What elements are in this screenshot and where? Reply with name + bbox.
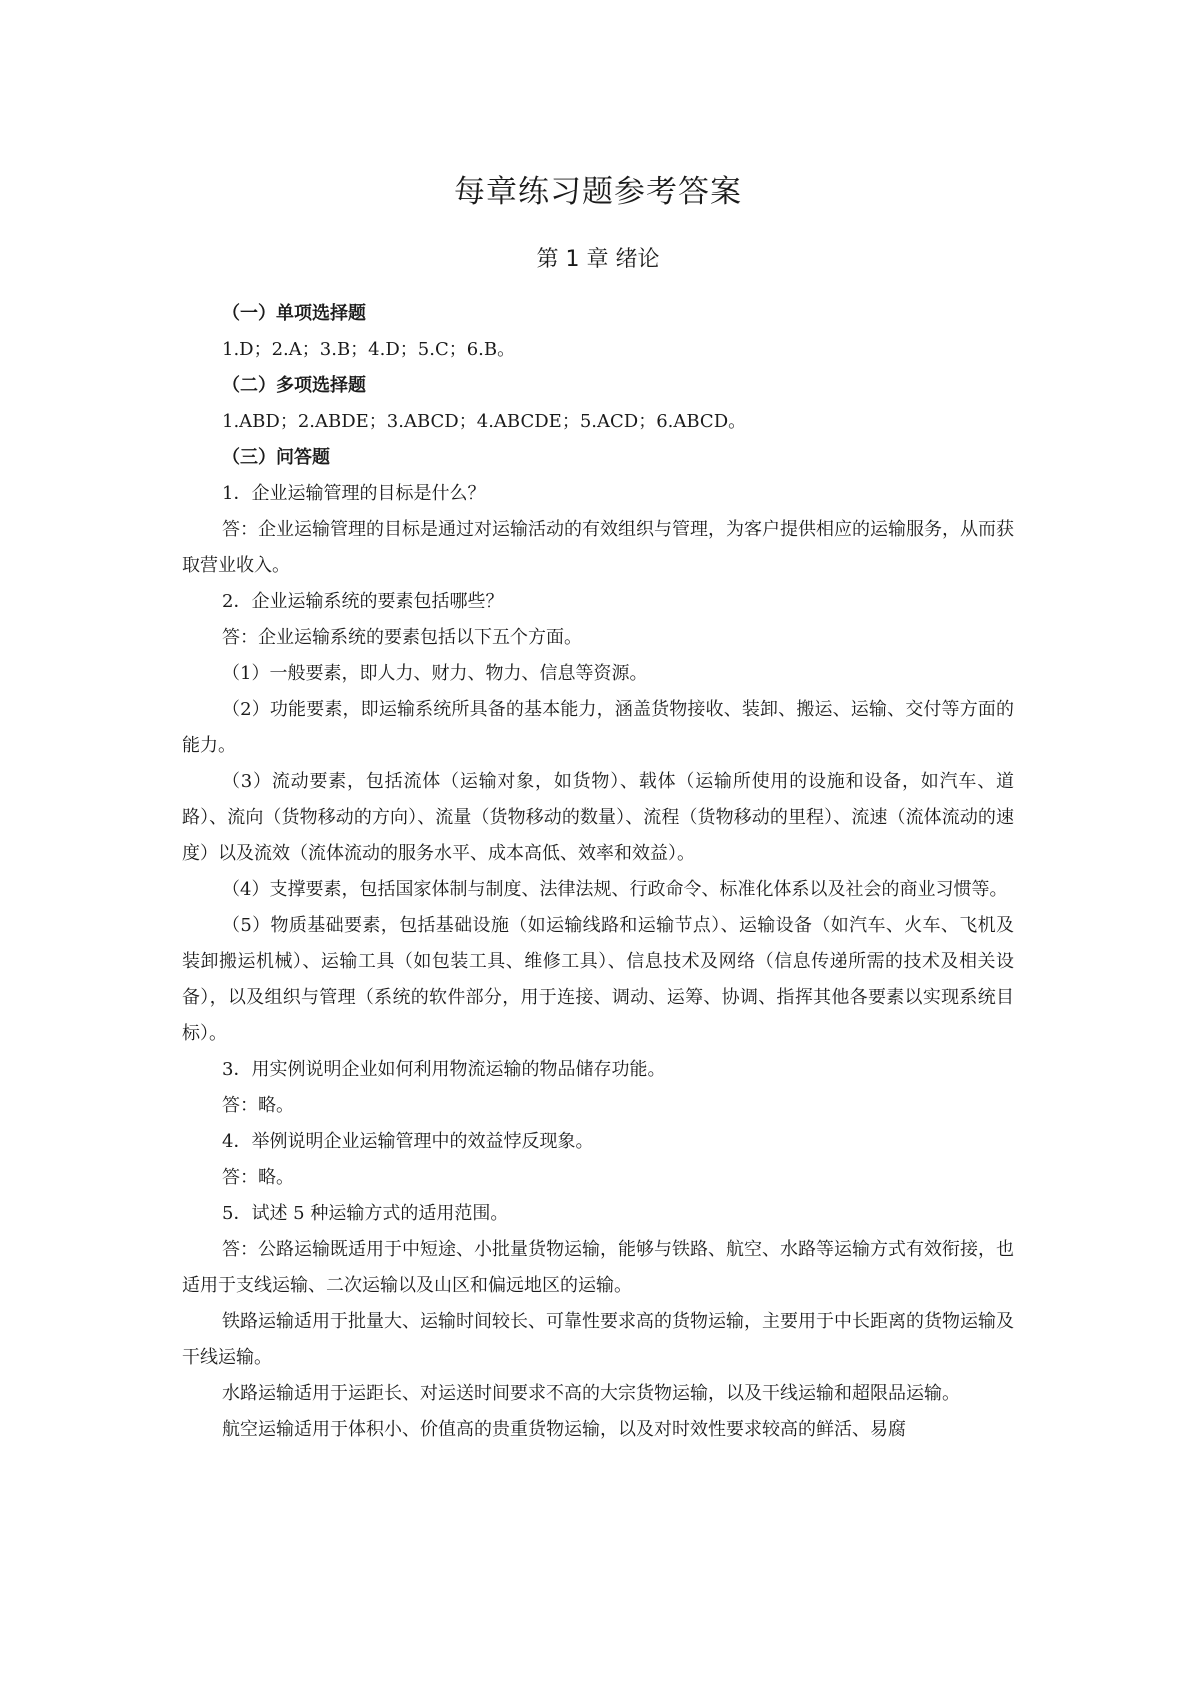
answer-1: 答：企业运输管理的目标是通过对运输活动的有效组织与管理，为客户提供相应的运输服务，从而获取营业收入。	[182, 519, 1014, 576]
answer-2-item: （5）物质基础要素，包括基础设施（如运输线路和运输节点）、运输设备（如汽车、火车、飞机及装卸搬运机械）、运输工具（如包装工具、维修工具）、信息技术及网络（信息传递所需的技术及相关设备），以及组织与管理（系统的软件部分，用于连接、调动、运筹、协调、指挥其他各要素以实现系统目标）。	[182, 915, 1014, 1044]
question-4: 4．举例说明企业运输管理中的效益悖反现象。	[222, 1131, 594, 1152]
answer-key: 1.D；2.A；3.B；4.D；5.C；6.B。	[222, 339, 516, 360]
document-page	[182, 168, 1014, 1448]
answer-2: 答：企业运输系统的要素包括以下五个方面。	[222, 627, 582, 648]
section-multiple-choice	[182, 368, 1014, 440]
question-3: 3．用实例说明企业如何利用物流运输的物品储存功能。	[222, 1059, 666, 1080]
answer-key: 1.ABD；2.ABDE；3.ABCD；4.ABCDE；5.ACD；6.ABCD。	[222, 411, 747, 432]
chapter-title: 第 1 章 绪论	[536, 247, 660, 272]
section-heading: （二）多项选择题	[222, 375, 366, 396]
answer-5-paragraph: 水路运输适用于运距长、对运送时间要求不高的大宗货物运输，以及干线运输和超限品运输。	[222, 1383, 960, 1404]
section-single-choice	[182, 296, 1014, 368]
section-questions	[182, 440, 1014, 1448]
answer-5-paragraph: 铁路运输适用于批量大、运输时间较长、可靠性要求高的货物运输，主要用于中长距离的货物运输及干线运输。	[182, 1311, 1014, 1368]
question-5: 5．试述 5 种运输方式的适用范围。	[222, 1203, 509, 1224]
section-heading: （三）问答题	[222, 447, 330, 468]
answer-2-item: （3）流动要素，包括流体（运输对象，如货物）、载体（运输所使用的设施和设备，如汽车、道路）、流向（货物移动的方向）、流量（货物移动的数量）、流程（货物移动的里程）、流速（流体流动的速度）以及流效（流体流动的服务水平、成本高低、效率和效益）。	[182, 771, 1014, 864]
answer-4: 答：略。	[222, 1167, 294, 1188]
answer-2-item: （2）功能要素，即运输系统所具备的基本能力，涵盖货物接收、装卸、搬运、运输、交付等方面的能力。	[182, 699, 1014, 756]
answer-5-paragraph: 答：公路运输既适用于中短途、小批量货物运输，能够与铁路、航空、水路等运输方式有效衔接，也适用于支线运输、二次运输以及山区和偏远地区的运输。	[182, 1239, 1014, 1296]
document-title: 每章练习题参考答案	[454, 174, 742, 210]
answer-2-item: （4）支撑要素，包括国家体制与制度、法律法规、行政命令、标准化体系以及社会的商业习惯等。	[222, 879, 1008, 900]
question-2: 2．企业运输系统的要素包括哪些？	[222, 591, 504, 612]
answer-3: 答：略。	[222, 1095, 294, 1116]
question-1: 1．企业运输管理的目标是什么？	[222, 483, 486, 504]
section-heading: （一）单项选择题	[222, 303, 366, 324]
answer-2-item: （1）一般要素，即人力、财力、物力、信息等资源。	[222, 663, 648, 684]
answer-5-paragraph: 航空运输适用于体积小、价值高的贵重货物运输，以及对时效性要求较高的鲜活、易腐	[222, 1419, 906, 1440]
